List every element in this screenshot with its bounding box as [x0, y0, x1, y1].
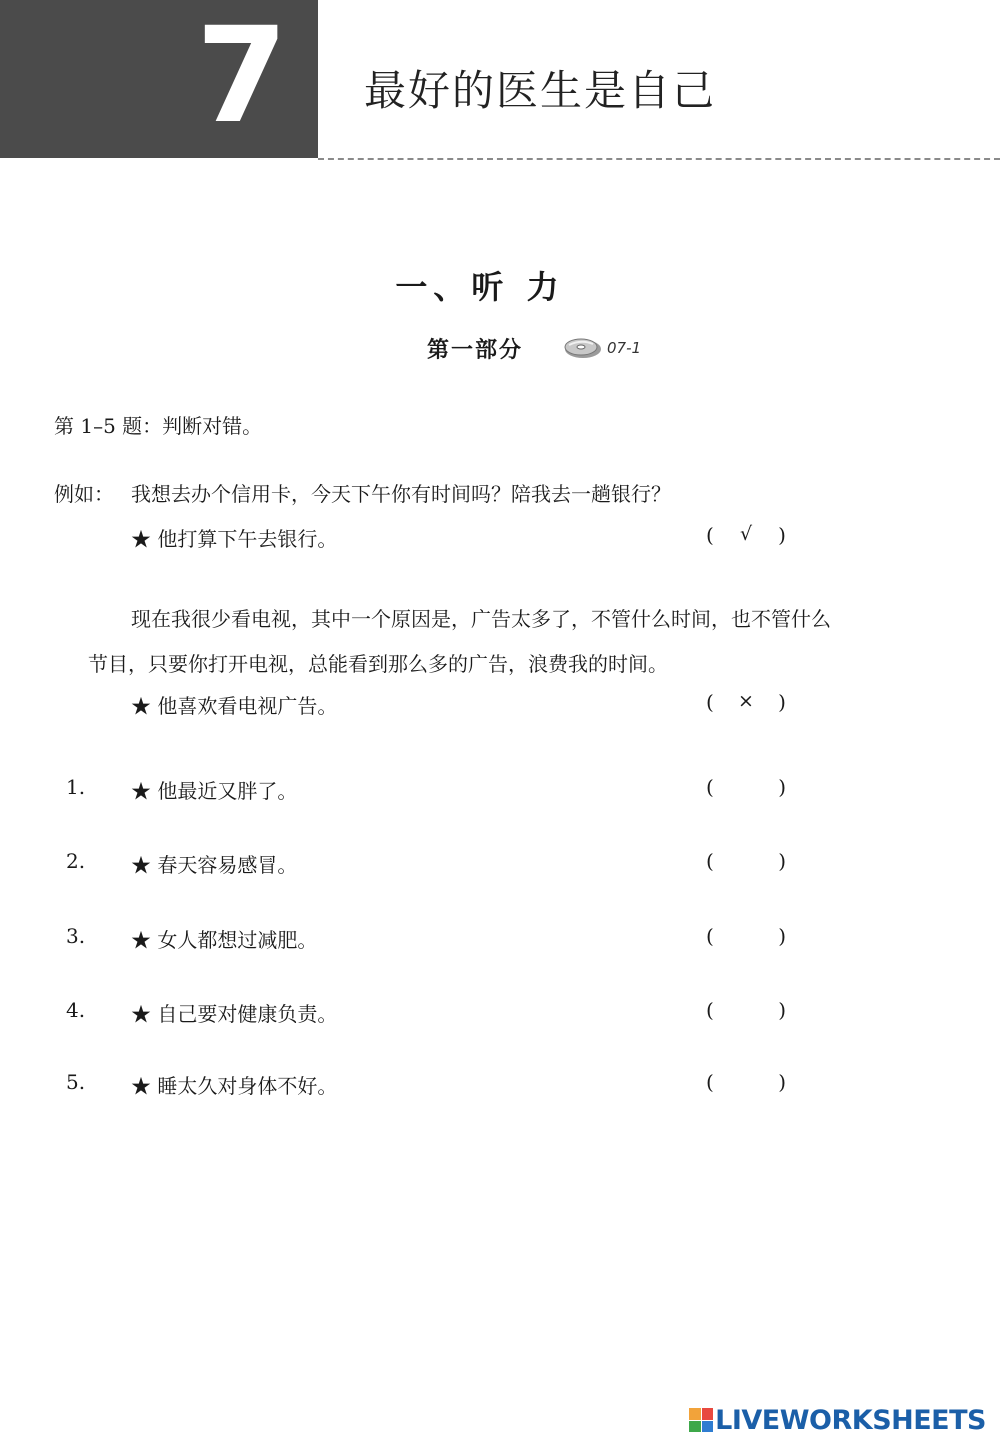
example2-statement: ★ 他喜欢看电视广告。	[131, 694, 338, 718]
answer-box[interactable]: ( )	[706, 775, 786, 799]
instruction-text: 第 1–5 题：判断对错。	[54, 414, 263, 438]
question-statement: ★ 春天容易感冒。	[131, 853, 298, 877]
question-number: 2.	[66, 849, 86, 873]
answer-box[interactable]: ( )	[706, 849, 786, 873]
chapter-title: 最好的医生是自己	[364, 66, 717, 115]
example-answer-box: ( √ )	[706, 523, 786, 547]
answer-box[interactable]: ( )	[706, 1070, 786, 1094]
question-statement: ★ 女人都想过减肥。	[131, 928, 318, 952]
chapter-number: 7	[196, 0, 288, 153]
part-title: 第一部分	[427, 336, 524, 363]
audio-cd-icon[interactable]	[563, 335, 603, 361]
section-title: 一、听 力	[395, 268, 565, 306]
example2-passage-line1: 现在我很少看电视，其中一个原因是，广告太多了，不管什么时间，也不管什么	[131, 607, 831, 631]
part-heading	[427, 332, 641, 364]
cross-mark: ×	[738, 690, 754, 712]
example-dialogue: 我想去办个信用卡，今天下午你有时间吗？陪我去一趟银行？	[131, 482, 671, 506]
example2-passage-line2: 节目，只要你打开电视，总能看到那么多的广告，浪费我的时间。	[88, 652, 668, 676]
track-number: 07-1	[607, 339, 642, 357]
example-statement: ★ 他打算下午去银行。	[131, 527, 338, 551]
chapter-header-block	[0, 0, 318, 158]
question-statement: ★ 睡太久对身体不好。	[131, 1074, 338, 1098]
liveworksheets-watermark[interactable]	[689, 1400, 986, 1440]
question-statement: ★ 自己要对健康负责。	[131, 1002, 338, 1026]
question-number: 1.	[66, 775, 86, 799]
question-number: 5.	[66, 1070, 86, 1094]
question-number: 3.	[66, 924, 86, 948]
question-number: 4.	[66, 998, 86, 1022]
answer-box[interactable]: ( )	[706, 924, 786, 948]
example-label: 例如：	[54, 482, 114, 506]
header-divider	[318, 158, 1000, 160]
check-mark: √	[739, 523, 753, 545]
question-statement: ★ 他最近又胖了。	[131, 779, 298, 803]
answer-box[interactable]: ( )	[706, 998, 786, 1022]
example2-answer-box: ( × )	[706, 690, 786, 714]
watermark-text: LIVEWORKSHEETS	[715, 1404, 986, 1436]
liveworksheets-logo-icon	[689, 1408, 713, 1432]
